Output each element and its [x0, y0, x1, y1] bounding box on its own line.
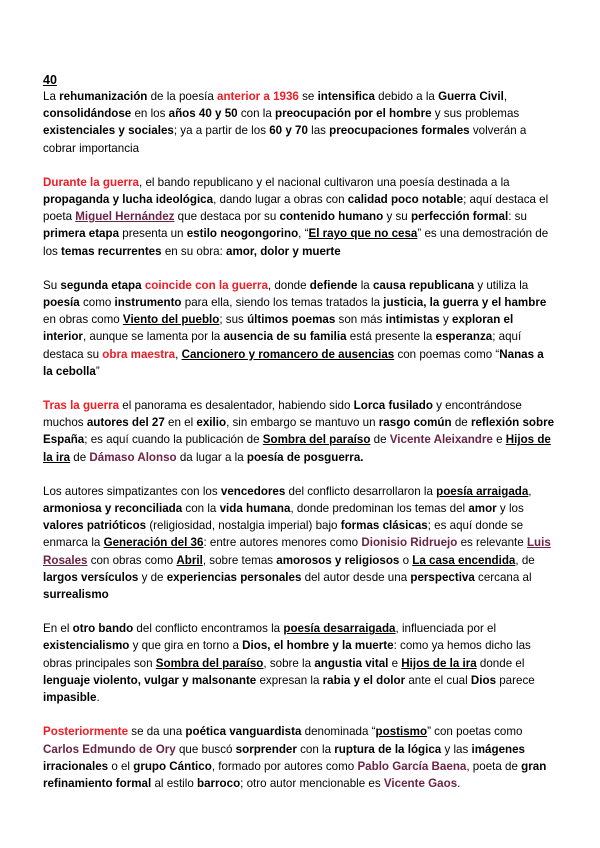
bold-text: existenciales y sociales — [43, 124, 174, 138]
work-title: Viento del pueblo — [122, 313, 220, 327]
red-highlight: Durante la guerra — [43, 175, 139, 189]
bold-text: últimos poemas — [247, 313, 336, 327]
text: , influenciada por el — [395, 622, 497, 636]
bold-text: preocupaciones formales — [329, 124, 470, 138]
bold-text: amorosos y religiosos — [276, 553, 400, 567]
text: y encontrándose muchos — [43, 399, 522, 430]
text: presenta un — [119, 227, 187, 241]
text: en el — [164, 416, 197, 430]
bold-text: causa republicana — [372, 278, 475, 292]
text: denominada “ — [301, 725, 376, 739]
bold-text: intensifica — [317, 90, 375, 103]
bold-text: formas clásicas — [340, 519, 428, 533]
bold-text: vencedores — [220, 484, 286, 498]
bold-text: ruptura de la lógica — [334, 742, 442, 756]
text: volverán a cobrar importancia — [43, 124, 527, 155]
term-underlined: poesía arraigada — [436, 484, 529, 498]
text: : como ya hemos dicho las obras principales son — [43, 639, 531, 670]
text: ” es una demostración de los — [43, 227, 549, 258]
text: , poeta de — [466, 759, 522, 773]
author-name: Dionisio Ridruejo — [361, 536, 458, 550]
text: de — [370, 433, 390, 447]
text: , sin embargo se mantuvo un — [226, 416, 379, 430]
text: y su — [383, 210, 411, 224]
bold-text: reflexión sobre España — [43, 416, 555, 447]
bold-text: intimistas — [385, 313, 440, 327]
text: en los — [131, 107, 169, 121]
red-highlight: Tras la guerra — [43, 399, 120, 413]
text: o — [399, 553, 413, 567]
document-body — [43, 72, 555, 809]
bold-text: preocupación por el hombre — [275, 107, 432, 121]
text: y sus problemas — [431, 107, 520, 121]
term-underlined: Generación del 36 — [103, 536, 204, 550]
text: (religiosidad, nostalgia imperial) bajo — [146, 519, 341, 533]
text: , — [175, 347, 182, 361]
red-highlight: coincide con la guerra — [144, 278, 268, 292]
text: está presente la — [346, 330, 436, 344]
text: en obras como — [43, 313, 123, 327]
text: ; es aquí cuando la publicación de — [84, 433, 263, 447]
bold-text: consolidándose — [43, 107, 132, 121]
text: con la — [237, 107, 276, 121]
text: que buscó — [175, 742, 236, 756]
text: , “ — [298, 227, 309, 241]
bold-text: temas recurrentes — [61, 244, 162, 258]
bold-text: segunda etapa — [60, 278, 142, 292]
author-name: Carlos Edmundo de Ory — [43, 742, 176, 756]
text: , sobre temas — [202, 553, 277, 567]
red-highlight: Posteriormente — [43, 725, 129, 739]
bold-text: defiende — [309, 278, 358, 292]
bold-text: ausencia de su familia — [223, 330, 347, 344]
paragraph-4 — [43, 397, 555, 466]
bold-text: autores del 27 — [86, 416, 165, 430]
text: ; otro autor mencionable es — [240, 776, 384, 790]
work-title: El rayo que no cesa — [308, 227, 418, 241]
paragraph-3 — [43, 277, 555, 380]
text: del autor desde una — [301, 570, 411, 584]
bold-text: contenido humano — [279, 210, 384, 224]
text: , donde — [267, 278, 310, 292]
text: ” con poetas como — [427, 725, 523, 739]
text: con obras como — [87, 553, 177, 567]
text: ; aquí destaca su — [43, 330, 522, 361]
author-name: Dámaso Alonso — [89, 450, 177, 464]
bold-text: experiencias personales — [166, 570, 302, 584]
text: que destaca por su — [174, 210, 280, 224]
text: ante el cual — [405, 673, 471, 687]
author-name: Vicente Aleixandre — [389, 433, 493, 447]
text: es relevante — [457, 536, 527, 550]
bold-text: Guerra Civil — [438, 90, 504, 103]
text: . — [96, 691, 100, 705]
text: e — [492, 433, 506, 447]
text: de — [70, 450, 90, 464]
bold-text: exilio — [196, 416, 227, 430]
text: para ella, siendo los temas tratados la — [181, 296, 384, 310]
bold-text: valores patrióticos — [43, 519, 147, 533]
bold-text: amor — [468, 502, 497, 516]
paragraph-2 — [43, 174, 555, 260]
text: : entre autores menores como — [203, 536, 362, 550]
text: son más — [335, 313, 386, 327]
text: en su obra: — [161, 244, 227, 258]
bold-text: vida humana — [219, 502, 291, 516]
bold-text: poesía de posguerra. — [246, 450, 364, 464]
text: , de — [515, 553, 535, 567]
text: ; es aquí donde se enmarca la — [43, 519, 524, 550]
work-title: Hijos de la ira — [401, 656, 477, 670]
text: del conflicto encontramos la — [133, 622, 284, 636]
text: . — [457, 776, 461, 790]
text: e — [388, 656, 402, 670]
work-title: Abril — [176, 553, 203, 567]
red-highlight: obra maestra — [102, 347, 176, 361]
text: se — [298, 90, 318, 103]
work-title: La casa encendida — [412, 553, 516, 567]
bold-text: barroco — [197, 776, 241, 790]
page-number: 40 — [43, 73, 57, 87]
author-name: Pablo García Baena — [357, 759, 467, 773]
text: Los autores simpatizantes con los — [43, 484, 221, 498]
red-highlight: anterior a 1936 — [217, 90, 299, 103]
author-name: Luis Rosales — [43, 536, 551, 567]
text: y las — [441, 742, 472, 756]
text: , dando lugar a obras con — [213, 193, 348, 207]
text: ; aquí destaca el poeta — [43, 193, 549, 224]
text: debido a la — [374, 90, 439, 103]
bold-text: existencialismo — [43, 639, 130, 653]
paragraph-7 — [43, 723, 555, 792]
text: ; sus — [219, 313, 248, 327]
bold-text: estilo neogongorino — [186, 227, 299, 241]
text: y de — [138, 570, 167, 584]
work-title: Hijos de la ira — [43, 433, 551, 464]
paragraph-6 — [43, 620, 555, 706]
bold-text: poética vanguardista — [185, 725, 302, 739]
bold-text: rabia y el dolor — [322, 673, 406, 687]
text: y — [439, 313, 452, 327]
text: ; ya a partir de los — [173, 124, 270, 138]
text: se da una — [128, 725, 186, 739]
bold-text: instrumento — [114, 296, 182, 310]
text: al estilo — [151, 776, 197, 790]
bold-text: lenguaje violento, vulgar y malsonante — [43, 673, 257, 687]
bold-text: calidad poco notable — [347, 193, 464, 207]
text: , formado por autores como — [211, 759, 358, 773]
bold-text: propaganda y lucha ideológica — [43, 193, 214, 207]
text: donde el — [476, 656, 525, 670]
text: y que gira en torno a — [129, 639, 243, 653]
bold-text: justicia, la guerra y el hambre — [383, 296, 547, 310]
bold-text: poesía — [43, 296, 80, 310]
bold-text: impasible — [43, 691, 97, 705]
author-name: Vicente Gaos — [383, 776, 458, 790]
text: , — [503, 90, 508, 103]
text: , el bando republicano y el nacional cultivaron una poesía destinada a la — [139, 175, 510, 189]
bold-text: exploran el interior — [43, 313, 514, 344]
text: con poemas como “ — [394, 347, 500, 361]
work-title: Sombra del paraíso — [262, 433, 371, 447]
text: , donde predominan los temas del — [290, 502, 469, 516]
bold-text: gran refinamiento formal — [43, 759, 547, 790]
text: da lugar a la — [176, 450, 247, 464]
paragraph-5 — [43, 483, 555, 603]
bold-text: Dios, el hombre y la muerte — [242, 639, 394, 653]
work-title: Cancionero y romancero de ausencias — [181, 347, 395, 361]
text: , sobre la — [263, 656, 315, 670]
text: , — [528, 484, 532, 498]
text: Su — [43, 278, 61, 292]
text: En el — [43, 622, 73, 636]
author-name: Miguel Hernández — [75, 210, 175, 224]
text: y los — [496, 502, 524, 516]
text: ” — [95, 364, 100, 378]
bold-text: imágenes irracionales — [43, 742, 526, 773]
bold-text: amor, dolor y muerte — [226, 244, 341, 258]
term-underlined: postismo — [375, 725, 428, 739]
text: de la poesía — [147, 90, 218, 103]
text: como — [79, 296, 115, 310]
text: cercana al — [474, 570, 532, 584]
bold-text: perfección formal — [410, 210, 509, 224]
bold-text: perspectiva — [410, 570, 475, 584]
bold-text: rasgo común — [378, 416, 452, 430]
text: las — [307, 124, 330, 138]
bold-text: grupo Cántico — [133, 759, 212, 773]
text: : su — [508, 210, 527, 224]
bold-text: esperanza — [435, 330, 493, 344]
bold-text: otro bando — [72, 622, 134, 636]
bold-text: armoniosa y reconciliada — [43, 502, 183, 516]
bold-text: primera etapa — [43, 227, 120, 241]
text: el panorama es desalentador, habiendo sido — [119, 399, 354, 413]
text: La — [43, 90, 60, 103]
bold-text: Dios — [470, 673, 497, 687]
text: con la — [182, 502, 220, 516]
bold-text: años 40 y 50 — [168, 107, 238, 121]
paragraph-1 — [43, 88, 555, 157]
bold-text: largos versículos — [43, 570, 139, 584]
text: del conflicto desarrollaron la — [285, 484, 437, 498]
text: y utiliza la — [474, 278, 529, 292]
text: expresan la — [256, 673, 323, 687]
term-underlined: poesía desarraigada — [283, 622, 396, 636]
text: o el — [108, 759, 134, 773]
bold-text: rehumanización — [59, 90, 148, 103]
bold-text: Lorca fusilado — [353, 399, 433, 413]
bold-text: angustia vital — [314, 656, 389, 670]
text: , aunque se lamenta por la — [82, 330, 224, 344]
bold-text: surrealismo — [43, 588, 109, 602]
bold-text: sorprender — [235, 742, 297, 756]
text: de — [451, 416, 471, 430]
bold-text: 60 y 70 — [269, 124, 308, 138]
work-title: Sombra del paraíso — [155, 656, 264, 670]
text: con la — [296, 742, 335, 756]
text: parece — [496, 673, 535, 687]
text: la — [357, 278, 373, 292]
bold-text: Nanas a la cebolla — [43, 347, 544, 378]
